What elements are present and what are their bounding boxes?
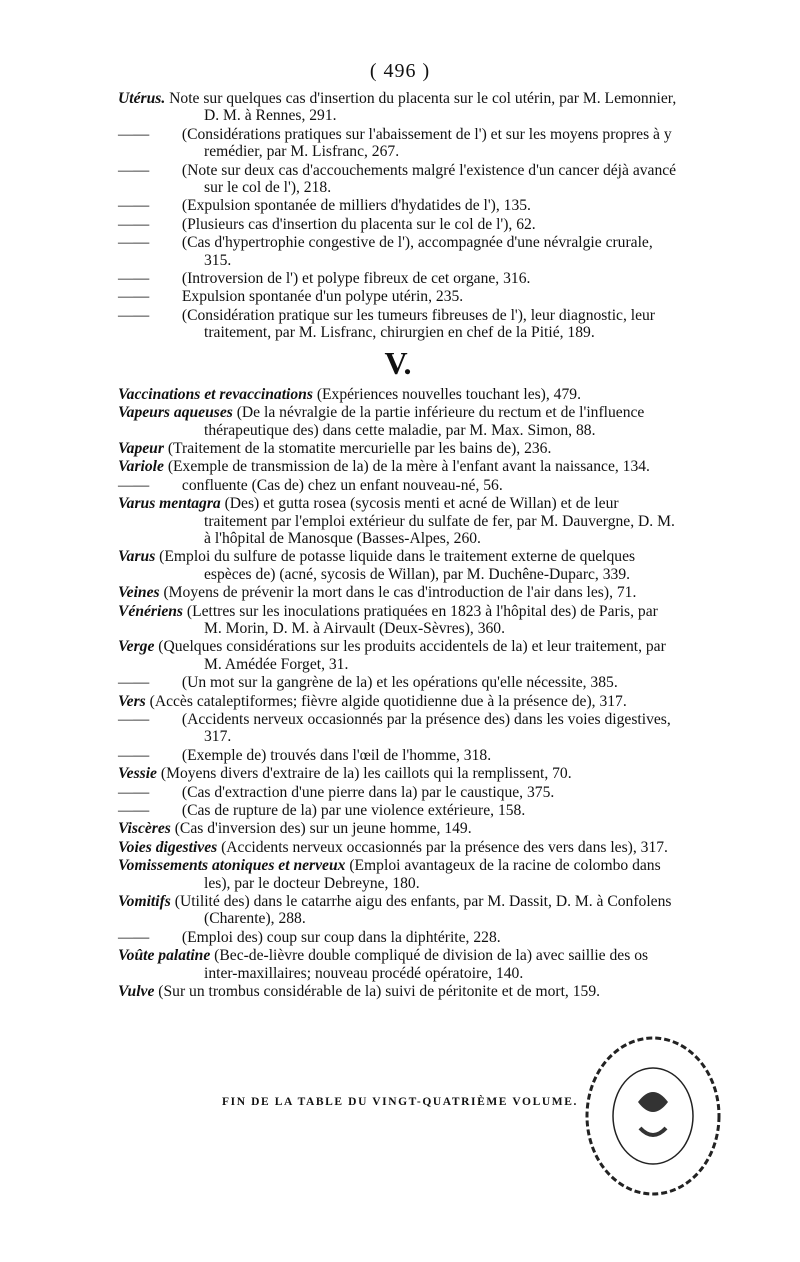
entry-text: (Moyens de prévenir la mort dans le cas d'introduction de l'air dans les), 71. [159, 584, 637, 602]
ditto-dash: —— [118, 711, 150, 728]
entry-text: (Introversion de l') et polype fibreux de cet organe, 316. [178, 270, 531, 288]
entry-text: (Exemple de) trouvés dans l'œil de l'homme, 318. [178, 746, 492, 764]
entry-text: (Note sur deux cas d'accouchements malgré l'existence d'un cancer déjà avancé sur le col de l'), 218. [178, 161, 677, 197]
entry-text: (Expériences nouvelles touchant les), 479. [312, 385, 581, 403]
ditto-dash: —— [118, 746, 150, 764]
entry-headword: Vaccinations et revaccinations [118, 385, 313, 403]
index-entry [118, 386, 678, 403]
index-entry [118, 947, 678, 982]
index-entry [118, 162, 678, 197]
entry-text: (Bec-de-lièvre double compliqué de division de la) avec saillie des os inter-maxillaires; nouveau procédé opératoire, 140. [204, 947, 649, 982]
entry-text: (Emploi avantageux de la racine de colombo dans les), par le docteur Debreyne, 180. [204, 857, 661, 892]
entry-text: Note sur quelques cas d'insertion du placenta sur le col utérin, par M. Lemonnier, D. M. à Rennes, 291. [165, 90, 677, 125]
index-entry [118, 90, 678, 125]
index-entry [118, 983, 678, 1000]
entry-text: (Accidents nerveux occasionnés par la présence des) dans les voies digestives, 317. [178, 711, 671, 746]
index-entry [118, 765, 678, 782]
entry-text: (Lettres sur les inoculations pratiquées en 1823 à l'hôpital des) de Paris, par M. Morin, D. M. à Airvault (Deux-Sèvres), 360. [182, 602, 658, 637]
library-stamp [578, 1032, 728, 1200]
entry-headword: Voûte palatine [118, 947, 211, 965]
entry-text: (Traitement de la stomatite mercurielle par les bains de), 236. [163, 439, 552, 457]
ditto-dash: —— [118, 783, 150, 801]
entries-v [118, 386, 678, 1001]
ditto-dash: —— [118, 161, 150, 179]
index-entry [118, 929, 678, 946]
entry-text: (Moyens divers d'extraire de la) les caillots qui la remplissent, 70. [156, 765, 572, 783]
index-entry [118, 802, 678, 819]
entry-headword: Vulve [118, 983, 155, 1001]
entry-text: (Emploi des) coup sur coup dans la diphtérite, 228. [178, 928, 501, 946]
ditto-dash: —— [118, 476, 150, 494]
index-entry [118, 674, 678, 691]
ditto-dash: —— [118, 125, 150, 143]
index-entry [118, 477, 678, 494]
entries-u [118, 90, 678, 342]
index-entry [118, 857, 678, 892]
index-entry [118, 270, 678, 287]
index-entry [118, 784, 678, 801]
entry-headword: Utérus. [118, 90, 166, 107]
entry-headword: Vomissements atoniques et nerveux [118, 857, 346, 875]
index-entry [118, 404, 678, 439]
end-of-table-footer: FIN DE LA TABLE DU VINGT-QUATRIÈME VOLUME. [222, 1096, 578, 1108]
entry-headword: Veines [118, 584, 160, 602]
ditto-dash: —— [118, 288, 150, 306]
entry-text: (Exemple de transmission de la) de la mère à l'enfant avant la naissance, 134. [163, 458, 650, 476]
index-entry [118, 893, 678, 928]
entry-text: (Considération pratique sur les tumeurs fibreuses de l'), leur diagnostic, leur traitement, par M. Lisfranc, chirurgien en chef de la Pitié, 189. [178, 306, 655, 342]
ditto-dash: —— [118, 674, 150, 692]
entry-text: (Un mot sur la gangrène de la) et les opérations qu'elle nécessite, 385. [178, 674, 618, 692]
entry-headword: Viscères [118, 820, 171, 838]
entry-text: (Cas d'inversion des) sur un jeune homme, 149. [170, 820, 472, 838]
index-entry [118, 747, 678, 764]
entry-headword: Varus [118, 548, 156, 566]
index-entry [118, 548, 678, 583]
entry-headword: Vénériens [118, 602, 183, 620]
entry-text: (Quelques considérations sur les produits accidentels de la) et leur traitement, par M. Amédée Forget, 31. [154, 638, 666, 673]
index-entry [118, 693, 678, 710]
entry-headword: Vessie [118, 765, 157, 783]
entry-text: (Des) et gutta rosea (sycosis menti et acné de Willan) et de leur traitement par l'emploi extérieur du sulfate de fer, par M. Dauvergne, D. M. à l'hôpital de Manosque (Basses-Alpes, 260. [204, 495, 675, 547]
entry-text: Expulsion spontanée d'un polype utérin, 235. [178, 288, 464, 306]
entry-text: (Emploi du sulfure de potasse liquide dans le traitement externe de quelques espèces de) (acné, sycosis de Willan), par M. Duchêne-Duparc, 339. [155, 548, 636, 583]
entry-headword: Vomitifs [118, 893, 171, 911]
entry-text: (Accidents nerveux occasionnés par la présence des vers dans les), 317. [217, 838, 668, 856]
index-entry [118, 288, 678, 305]
entry-text: (Sur un trombus considérable de la) suivi de péritonite et de mort, 159. [154, 983, 601, 1001]
index-entry [118, 603, 678, 638]
index-column [118, 90, 678, 1002]
ditto-dash: —— [118, 234, 150, 252]
entry-text: (Plusieurs cas d'insertion du placenta sur le col de l'), 62. [178, 215, 536, 233]
entry-text: (Expulsion spontanée de milliers d'hydatides de l'), 135. [178, 197, 531, 215]
ditto-dash: —— [118, 270, 150, 288]
entry-headword: Vers [118, 692, 146, 710]
index-entry [118, 839, 678, 856]
entry-headword: Verge [118, 638, 155, 656]
index-entry [118, 458, 678, 475]
index-entry [118, 234, 678, 269]
entry-headword: Voies digestives [118, 838, 218, 856]
page-number: ( 496 ) [369, 60, 431, 82]
entry-text: (Accès cataleptiformes; fièvre algide quotidienne due à la présence de), 317. [145, 692, 627, 710]
ditto-dash: —— [118, 802, 150, 820]
ditto-dash: —— [118, 928, 150, 946]
entry-text: (Considérations pratiques sur l'abaissement de l') et sur les moyens propres à y remédier, par M. Lisfranc, 267. [178, 125, 672, 161]
entry-text: (Cas d'extraction d'une pierre dans la) par le caustique, 375. [178, 783, 555, 801]
index-entry [118, 197, 678, 214]
entry-text: (Cas de rupture de la) par une violence extérieure, 158. [178, 802, 526, 820]
index-entry [118, 711, 678, 746]
index-entry [118, 638, 678, 673]
entry-text: confluente (Cas de) chez un enfant nouveau-né, 56. [178, 476, 503, 494]
entry-headword: Vapeurs aqueuses [118, 404, 233, 422]
entry-text: (Utilité des) dans le catarrhe aigu des enfants, par M. Dassit, D. M. à Confolens (Charente), 288. [170, 893, 672, 928]
ditto-dash: —— [118, 197, 150, 215]
entry-headword: Varus mentagra [118, 495, 221, 513]
ditto-dash: —— [118, 306, 150, 324]
index-entry [118, 820, 678, 837]
index-entry [118, 495, 678, 547]
entry-text: (Cas d'hypertrophie congestive de l'), accompagnée d'une névralgie crurale, 315. [178, 234, 653, 269]
entry-headword: Vapeur [118, 439, 164, 457]
entry-headword: Variole [118, 458, 164, 476]
index-entry [118, 216, 678, 233]
index-entry [118, 307, 678, 342]
ditto-dash: —— [118, 215, 150, 233]
section-letter: V. [384, 344, 412, 381]
index-entry [118, 584, 678, 601]
index-entry [118, 126, 678, 161]
index-entry [118, 440, 678, 457]
entry-text: (De la névralgie de la partie inférieure du rectum et de l'influence thérapeutique des) dans cette maladie, par M. Max. Simon, 88. [204, 404, 645, 439]
